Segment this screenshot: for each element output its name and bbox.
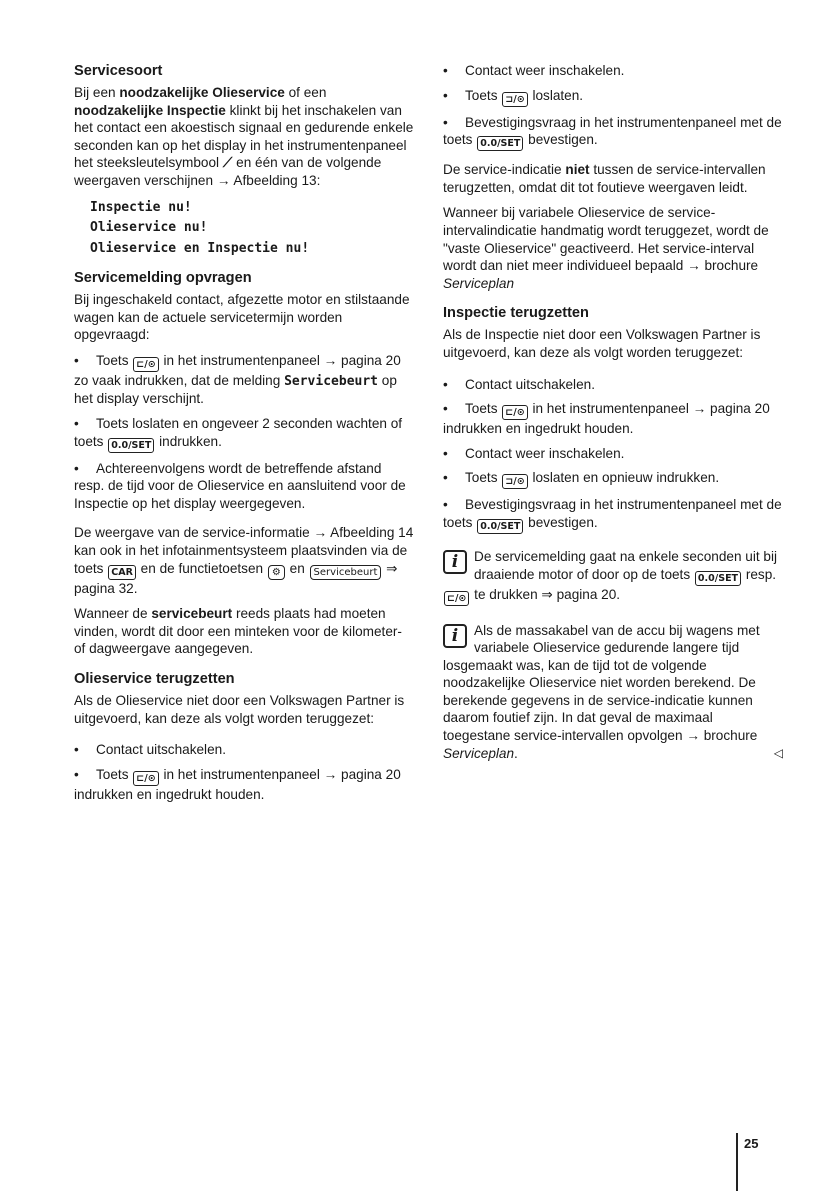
list-item: • Contact weer inschakelen. xyxy=(443,445,625,461)
list-item: • Toets ⊏/⊙ in het instrumentenpaneel → pagina 20 zo vaak indrukken, dat de melding Servicebeurt op het display verschijnt. xyxy=(74,352,401,407)
trip-reset-key-icon: ⊐/⊙ xyxy=(502,92,527,107)
heading-olie-reset: Olieservice terugzetten xyxy=(74,670,235,687)
set-key-icon: 0.0/SET xyxy=(695,571,741,586)
list-item: • Bevestigingsvraag in het instrumentenpaneel met de toets 0.0/SET bevestigen. xyxy=(443,497,782,532)
settings-key-icon: ⚙ xyxy=(268,565,285,580)
display-message: Olieservice nu! xyxy=(90,220,208,236)
bullet-icon: • xyxy=(443,401,448,417)
page-number-rule xyxy=(736,1133,738,1191)
paragraph: De weergave van de service-informatie → Afbeelding 14 kan ook in het infotainmentsysteem plaatsvinden via de toets CAR en de functietoetsen ⚙ en Servicebeurt ⇒ pagina 32. xyxy=(74,525,414,596)
trip-reset-key-icon: ⊏/⊙ xyxy=(133,771,158,786)
heading-inspectie-reset: Inspectie terugzetten xyxy=(443,305,589,322)
left-column xyxy=(74,62,414,810)
display-message: Olieservice en Inspectie nu! xyxy=(90,240,310,256)
section-end-icon: ◁ xyxy=(773,745,783,760)
trip-reset-key-icon: ⊐/⊙ xyxy=(502,474,527,489)
paragraph: Bij een noodzakelijke Olieservice of een noodzakelijke Inspectie klinkt bij het inschakelen van het contact een akoestisch signaal en gedurende enkele seconden kan op het display in het instrumentenpaneel het steeksleutelsymbool ⟋ en één van de volgende weergaven verschijnen → Afbeelding 13: xyxy=(74,85,414,188)
bullet-icon: • xyxy=(443,497,448,513)
servicebeurt-key-icon: Servicebeurt xyxy=(310,565,382,580)
info-icon: i xyxy=(443,550,467,574)
heading-servicesoort: Servicesoort xyxy=(74,63,163,79)
wrench-icon: ⟋ xyxy=(222,155,233,171)
paragraph: Wanneer de servicebeurt reeds plaats had moeten vinden, wordt dit door een minteken voor de kilometer- of dagweergave aangegeven. xyxy=(74,606,402,657)
bullet-icon: • xyxy=(443,87,448,103)
list-item: • Contact weer inschakelen. xyxy=(443,63,625,78)
bullet-icon: • xyxy=(443,63,448,78)
list-item: • Toets ⊏/⊙ in het instrumentenpaneel → pagina 20 indrukken en ingedrukt houden. xyxy=(443,401,770,437)
display-messages xyxy=(90,198,414,260)
page-number: 25 xyxy=(744,1136,759,1151)
list-item: • Toets loslaten en ongeveer 2 seconden wachten of toets 0.0/SET indrukken. xyxy=(74,416,403,451)
bullet-icon: • xyxy=(74,416,79,432)
car-key-icon: CAR xyxy=(108,565,136,580)
bullet-icon: • xyxy=(443,376,448,392)
paragraph: Als de Olieservice niet door een Volkswagen Partner is uitgevoerd, kan deze als volgt worden teruggezet: xyxy=(74,692,405,726)
list-item: • Toets ⊐/⊙ loslaten. xyxy=(443,87,584,105)
bullet-icon: • xyxy=(443,470,448,486)
trip-reset-key-icon: ⊏/⊙ xyxy=(133,357,158,372)
section-inspectie-terugzetten xyxy=(443,304,783,534)
list-item: • Toets ⊐/⊙ loslaten en opnieuw indrukken. xyxy=(443,470,720,488)
list-item: • Achtereenvolgens wordt de betreffende afstand resp. de tijd voor de Olieservice en aansluitend voor de Inspectie op het display weergegeven. xyxy=(74,460,406,511)
section-servicemelding-opvragen xyxy=(74,269,414,658)
trip-reset-key-icon: ⊏/⊙ xyxy=(444,591,469,606)
list-item: • Bevestigingsvraag in het instrumentenpaneel met de toets 0.0/SET bevestigen. xyxy=(443,114,782,150)
set-key-icon: 0.0/SET xyxy=(477,519,523,534)
info-note: i De servicemelding gaat na enkele seconden uit bij draaiende motor of door op de toets 0.0/SET resp. ⊏/⊙ te drukken ⇒ pagina 20. xyxy=(443,548,783,606)
bullet-icon: • xyxy=(443,114,448,130)
section-olieservice-terugzetten xyxy=(74,670,414,803)
list-item: • Toets ⊏/⊙ in het instrumentenpaneel → pagina 20 indrukken en ingedrukt houden. xyxy=(74,766,401,802)
paragraph: Als de Inspectie niet door een Volkswagen Partner is uitgevoerd, kan deze als volgt worden teruggezet: xyxy=(443,327,761,360)
right-column xyxy=(443,62,783,772)
section-servicesoort xyxy=(74,62,414,259)
trip-reset-key-icon: ⊏/⊙ xyxy=(502,405,527,420)
list-item: • Contact uitschakelen. xyxy=(443,376,595,392)
bullet-icon: • xyxy=(74,460,79,476)
list-item: • Contact uitschakelen. xyxy=(74,742,226,758)
bullet-icon: • xyxy=(443,445,448,461)
bullet-icon: • xyxy=(74,766,79,782)
set-key-icon: 0.0/SET xyxy=(477,136,523,151)
info-note: i Als de massakabel van de accu bij wagens met variabele Olieservice gedurende langere tijd losgemaakt was, kan de tijd tot de volgende noodzakelijke Olieservice niet worden berekend. De berekende gegevens in de service-indicatie kunnen daarom foutief zijn. In dat geval de maximaal toegestane service-intervallen opvolgen → brochure Serviceplan. ◁ xyxy=(443,622,783,761)
paragraph: Wanneer bij variabele Olieservice de service-intervalindicatie handmatig wordt teruggezet, wordt de "vaste Olieservice" geactiveerd. Het service-interval wordt dan niet meer individueel bepaald → brochure Serviceplan xyxy=(443,205,769,291)
paragraph: Bij ingeschakeld contact, afgezette motor en stilstaande wagen kan de actuele servicetermijn worden opgevraagd: xyxy=(74,292,410,343)
set-key-icon: 0.0/SET xyxy=(108,438,154,453)
paragraph: De service-indicatie niet tussen de service-intervallen terugzetten, omdat dit tot foutieve weergaven leidt. xyxy=(443,162,766,195)
bullet-icon: • xyxy=(74,742,79,758)
section-olieservice-terugzetten-cont xyxy=(443,62,783,292)
info-icon: i xyxy=(443,624,467,648)
bullet-icon: • xyxy=(74,352,79,368)
display-message: Inspectie nu! xyxy=(90,199,192,215)
heading-opvragen: Servicemelding opvragen xyxy=(74,270,252,287)
